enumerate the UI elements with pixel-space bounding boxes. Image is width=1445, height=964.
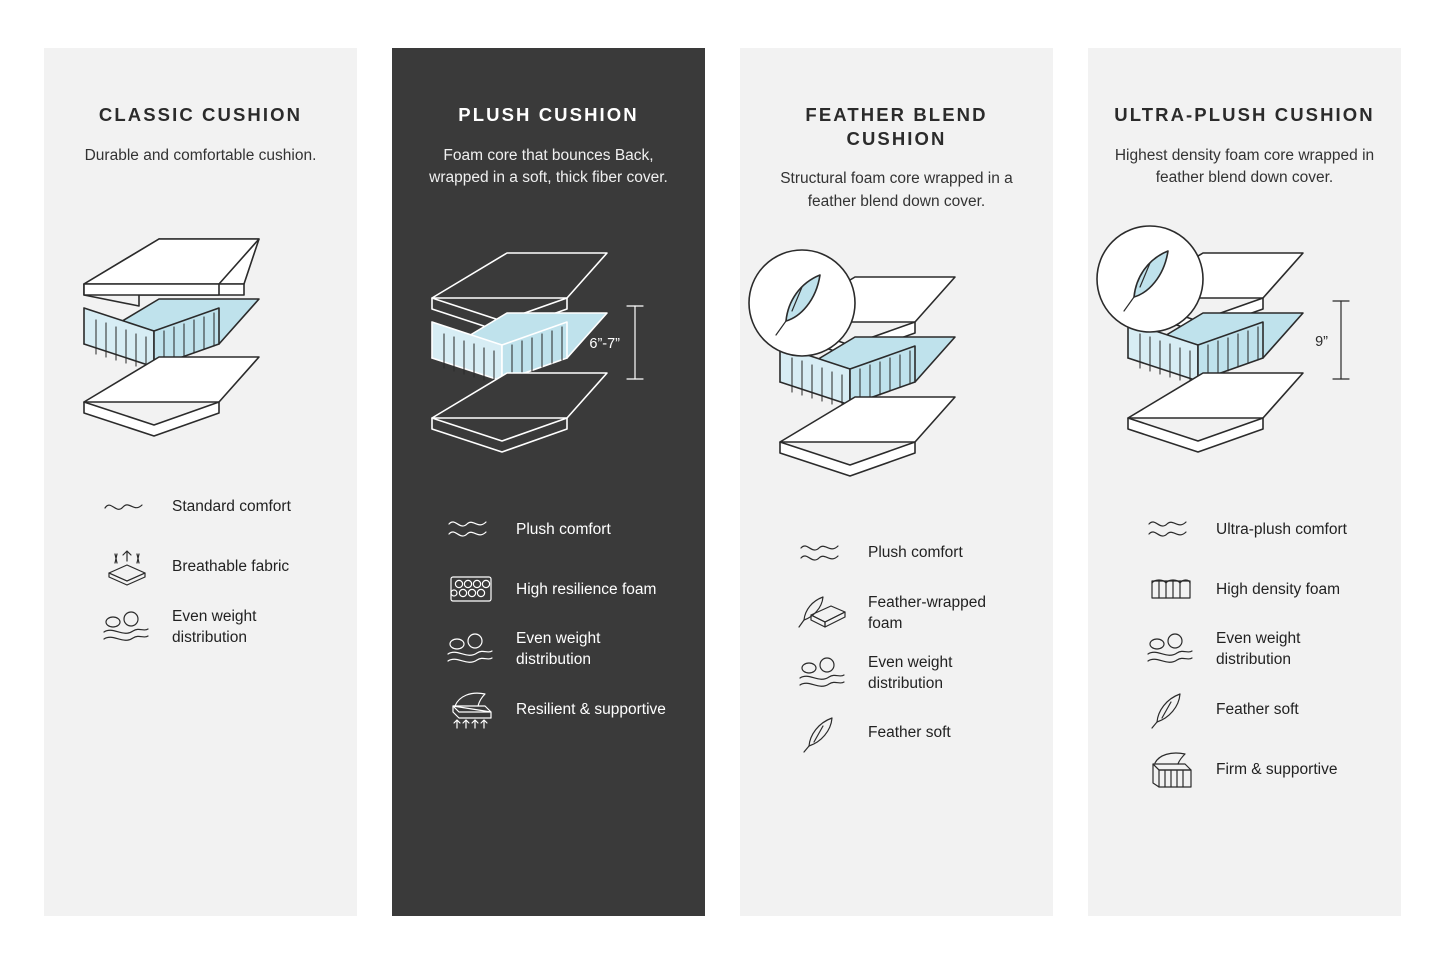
dimension-marker <box>1315 301 1349 379</box>
feature-list <box>1088 507 1401 791</box>
wave-comfort-icon <box>100 486 154 528</box>
exploded-cushion-diagram <box>44 179 357 479</box>
feature-list <box>740 531 1053 755</box>
feature-item <box>1144 687 1401 731</box>
feature-item <box>796 591 1053 635</box>
cushion-card-feather-blend <box>740 48 1053 916</box>
feature-item <box>100 605 357 649</box>
feature-item <box>1144 507 1401 551</box>
card-subtitle: Highest density foam core wrapped in feather blend down cover. <box>1114 146 1375 186</box>
feature-label: Standard comfort <box>172 498 291 516</box>
even-weight-distribution-icon <box>444 628 498 670</box>
bottom-cover-layer <box>84 357 259 436</box>
feature-item <box>100 485 357 529</box>
dimension-label: 6”-7” <box>589 336 620 353</box>
feature-label: Resilient & supportive <box>516 700 666 718</box>
feature-label: Even weight distribution <box>172 607 257 646</box>
cushion-card-classic <box>44 48 357 916</box>
feather-badge <box>1097 226 1203 332</box>
cushion-card-ultra-plush <box>1088 48 1401 916</box>
card-title: CLASSIC CUSHION <box>98 104 303 125</box>
feature-label: Plush comfort <box>516 520 611 538</box>
feature-label: High resilience foam <box>516 580 657 598</box>
feature-item <box>1144 747 1401 791</box>
wave-comfort-icon <box>1144 508 1198 550</box>
high-resilience-foam-icon <box>444 568 498 610</box>
exploded-cushion-diagram <box>1088 201 1401 501</box>
card-subtitle: Foam core that bounces Back, wrapped in a soft, thick fiber cover. <box>429 146 668 186</box>
cushion-card-plush <box>392 48 705 916</box>
exploded-cushion-diagram <box>740 225 1053 525</box>
card-title: PLUSH CUSHION <box>458 104 639 125</box>
feather-icon <box>796 712 850 754</box>
feature-label: Breathable fabric <box>172 558 290 576</box>
card-subtitle: Structural foam core wrapped in a feather blend down cover. <box>780 170 1013 210</box>
high-density-foam-icon <box>1144 568 1198 610</box>
feather-badge <box>749 250 855 356</box>
card-subtitle: Durable and comfortable cushion. <box>84 146 317 164</box>
even-weight-distribution-icon <box>796 652 850 694</box>
resilient-supportive-icon <box>444 688 498 730</box>
feature-label: Firm & supportive <box>1216 760 1338 778</box>
feature-list <box>392 507 705 731</box>
card-title: FEATHER BLEND CUSHION <box>805 104 988 149</box>
feature-label: Even weight distribution <box>516 630 601 669</box>
feature-label: Even weight distribution <box>868 653 953 692</box>
wave-comfort-icon <box>796 532 850 574</box>
wave-comfort-icon <box>444 508 498 550</box>
dimension-label: 9” <box>1315 334 1328 351</box>
bottom-cover-layer <box>780 397 955 476</box>
even-weight-distribution-icon <box>100 606 154 648</box>
feature-item <box>100 545 357 589</box>
bottom-cover-layer <box>432 373 607 452</box>
feature-label: Feather soft <box>868 724 951 742</box>
feature-item <box>444 627 705 671</box>
feather-icon <box>1144 688 1198 730</box>
feature-label: Ultra-plush comfort <box>1216 520 1347 538</box>
feature-item <box>796 711 1053 755</box>
feature-label: Feather-wrapped foam <box>868 593 987 632</box>
exploded-cushion-diagram <box>392 201 705 501</box>
firm-supportive-icon <box>1144 748 1198 790</box>
feature-item <box>796 531 1053 575</box>
feature-list <box>44 485 357 649</box>
feature-label: High density foam <box>1216 580 1341 598</box>
breathable-fabric-icon <box>100 546 154 588</box>
feature-item <box>444 687 705 731</box>
feather-wrapped-foam-icon <box>796 592 850 634</box>
feature-item <box>1144 567 1401 611</box>
feature-item <box>796 651 1053 695</box>
feature-label: Plush comfort <box>868 544 963 562</box>
feature-item <box>1144 627 1401 671</box>
feature-label: Feather soft <box>1216 700 1299 718</box>
bottom-cover-layer <box>1128 373 1303 452</box>
top-cover-layer <box>84 239 259 306</box>
feature-label: Even weight distribution <box>1216 630 1301 669</box>
card-title: ULTRA-PLUSH CUSHION <box>1114 104 1375 125</box>
feature-item <box>444 567 705 611</box>
feature-item <box>444 507 705 551</box>
even-weight-distribution-icon <box>1144 628 1198 670</box>
